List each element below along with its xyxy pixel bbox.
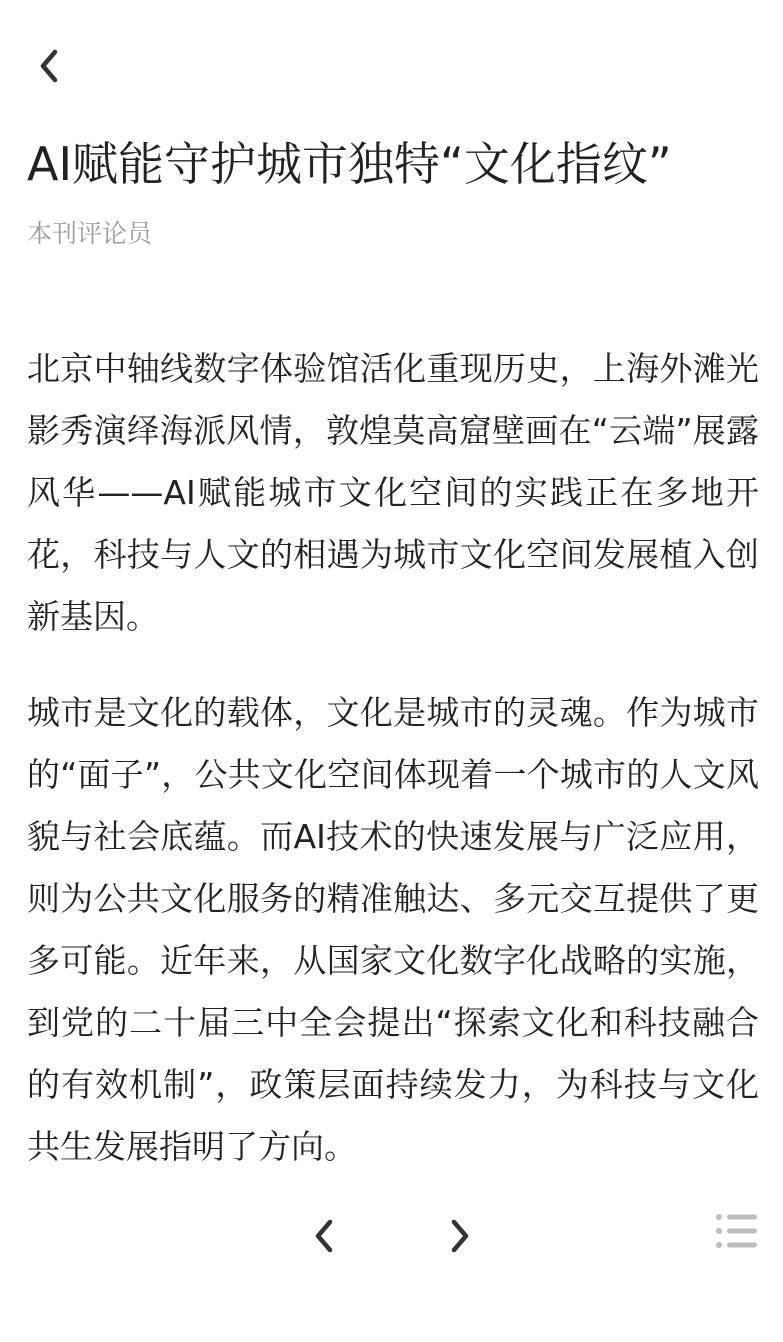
list-menu-icon (715, 1211, 759, 1255)
chevron-right-icon (448, 1216, 472, 1260)
article-body (27, 338, 759, 1188)
catalog-menu-button[interactable] (708, 1208, 766, 1258)
article-author: 本刊评论员 (27, 219, 153, 248)
article-paragraph: 城市是文化的载体，文化是城市的灵魂。作为城市的“面子”，公共文化空间体现着一个城市的人文风貌与社会底蕴。而AI技术的快速发展与广泛应用，则为公共文化服务的精准触达、多元交互提供了更多可能。近年来，从国家文化数字化战略的实施，到党的二十届三中全会提出“探索文化和科技融合的有效机制”，政策层面持续发力，为科技与文化共生发展指明了方向。 (27, 693, 759, 1166)
article-title: AI赋能守护城市独特“文化指纹” (27, 137, 672, 191)
chevron-left-icon (312, 1216, 336, 1260)
back-button[interactable] (24, 44, 72, 92)
article-paragraph: 北京中轴线数字体验馆活化重现历史，上海外滩光影秀演绎海派风情，敦煌莫高窟壁画在“云端”展露风华——AI赋能城市文化空间的实践正在多地开花，科技与人文的相遇为城市文化空间发展植入创新基因。 (27, 349, 759, 636)
next-article-button[interactable] (432, 1210, 488, 1266)
bottom-navigation-bar (0, 1190, 783, 1290)
chevron-left-icon (35, 46, 61, 90)
previous-article-button[interactable] (296, 1210, 352, 1266)
